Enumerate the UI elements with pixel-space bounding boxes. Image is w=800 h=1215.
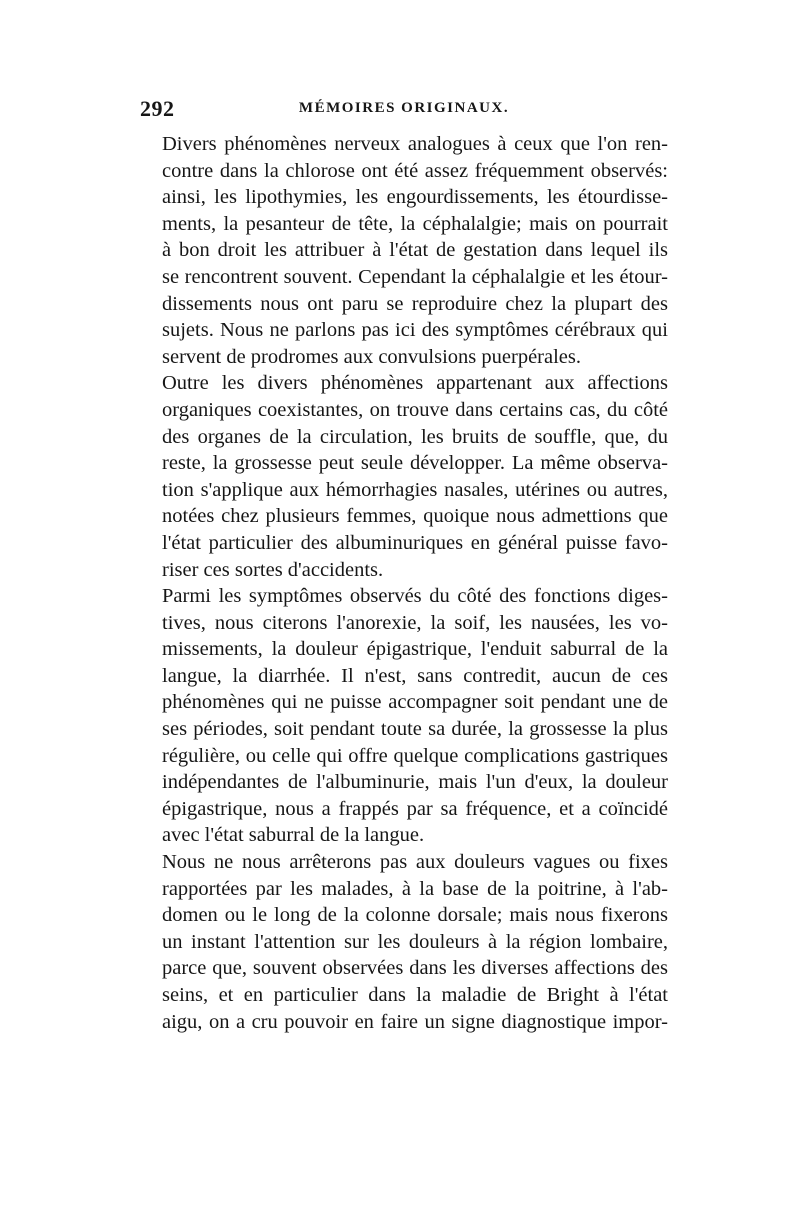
text-line: ainsi, les lipothymies, les engourdissements, les étourdisse- bbox=[162, 186, 668, 209]
text-line: sujets. Nous ne parlons pas ici des symptômes cérébraux qui bbox=[162, 319, 668, 342]
text-line: indépendantes de l'albuminurie, mais l'un d'eux, la douleur bbox=[162, 771, 668, 794]
text-line: dissements nous ont paru se reproduire chez la plupart des bbox=[162, 292, 668, 315]
paragraph bbox=[140, 583, 668, 849]
running-head bbox=[140, 96, 668, 126]
text-line: Divers phénomènes nerveux analogues à ceux que l'on ren- bbox=[162, 133, 668, 155]
text-line: servent de prodromes aux convulsions puerpérales. bbox=[162, 345, 581, 368]
text-line: régulière, ou celle qui offre quelque complications gastriques bbox=[162, 744, 668, 767]
page-number: 292 bbox=[140, 96, 175, 121]
body-text bbox=[140, 131, 668, 1035]
text-line: ments, la pesanteur de tête, la céphalalgie; mais on pourrait bbox=[162, 212, 668, 235]
text-line: langue, la diarrhée. Il n'est, sans contredit, aucun de ces bbox=[162, 664, 668, 687]
text-line: avec l'état saburral de la langue. bbox=[162, 824, 425, 847]
text-line: à bon droit les attribuer à l'état de gestation dans lequel ils bbox=[162, 239, 668, 262]
text-line: domen ou le long de la colonne dorsale; mais nous fixerons bbox=[162, 904, 668, 927]
text-line: aigu, on a cru pouvoir en faire un signe diagnostique impor- bbox=[162, 1010, 668, 1033]
text-line: phénomènes qui ne puisse accompagner soit pendant une de bbox=[162, 691, 668, 714]
text-line: reste, la grossesse peut seule développer. La même observa- bbox=[162, 452, 668, 475]
paragraph bbox=[140, 131, 668, 370]
text-line: épigastrique, nous a frappés par sa fréquence, et a coïncidé bbox=[162, 797, 668, 820]
text-line: missements, la douleur épigastrique, l'enduit saburral de la bbox=[162, 638, 668, 661]
paragraph bbox=[140, 370, 668, 583]
text-line: Nous ne nous arrêterons pas aux douleurs vagues ou fixes bbox=[162, 851, 668, 874]
text-line: notées chez plusieurs femmes, quoique nous admettions que bbox=[162, 505, 668, 528]
text-line: tion s'applique aux hémorrhagies nasales, utérines ou autres, bbox=[162, 478, 668, 501]
text-line: contre dans la chlorose ont été assez fréquemment observés: bbox=[162, 159, 668, 182]
text-line: ses périodes, soit pendant toute sa durée, la grossesse la plus bbox=[162, 718, 668, 741]
text-line: Parmi les symptômes observés du côté des fonctions diges- bbox=[162, 585, 668, 608]
paragraph bbox=[140, 849, 668, 1035]
text-line: se rencontrent souvent. Cependant la céphalalgie et les étour- bbox=[162, 265, 668, 288]
text-line: parce que, souvent observées dans les diverses affections des bbox=[162, 957, 668, 980]
text-line: rapportées par les malades, à la base de la poitrine, à l'ab- bbox=[162, 877, 668, 900]
text-line: tives, nous citerons l'anorexie, la soif, les nausées, les vo- bbox=[162, 611, 668, 634]
text-line: Outre les divers phénomènes appartenant aux affections bbox=[162, 372, 668, 395]
text-line: l'état particulier des albuminuriques en général puisse favo- bbox=[162, 531, 668, 554]
text-line: organiques coexistantes, on trouve dans certains cas, du côté bbox=[162, 398, 668, 421]
text-line: des organes de la circulation, les bruits de souffle, que, du bbox=[162, 425, 668, 448]
text-line: riser ces sortes d'accidents. bbox=[162, 558, 384, 581]
text-line: un instant l'attention sur les douleurs à la région lombaire, bbox=[162, 930, 668, 953]
text-line: seins, et en particulier dans la maladie de Bright à l'état bbox=[162, 984, 668, 1006]
running-title: MÉMOIRES ORIGINAUX. bbox=[298, 100, 510, 116]
